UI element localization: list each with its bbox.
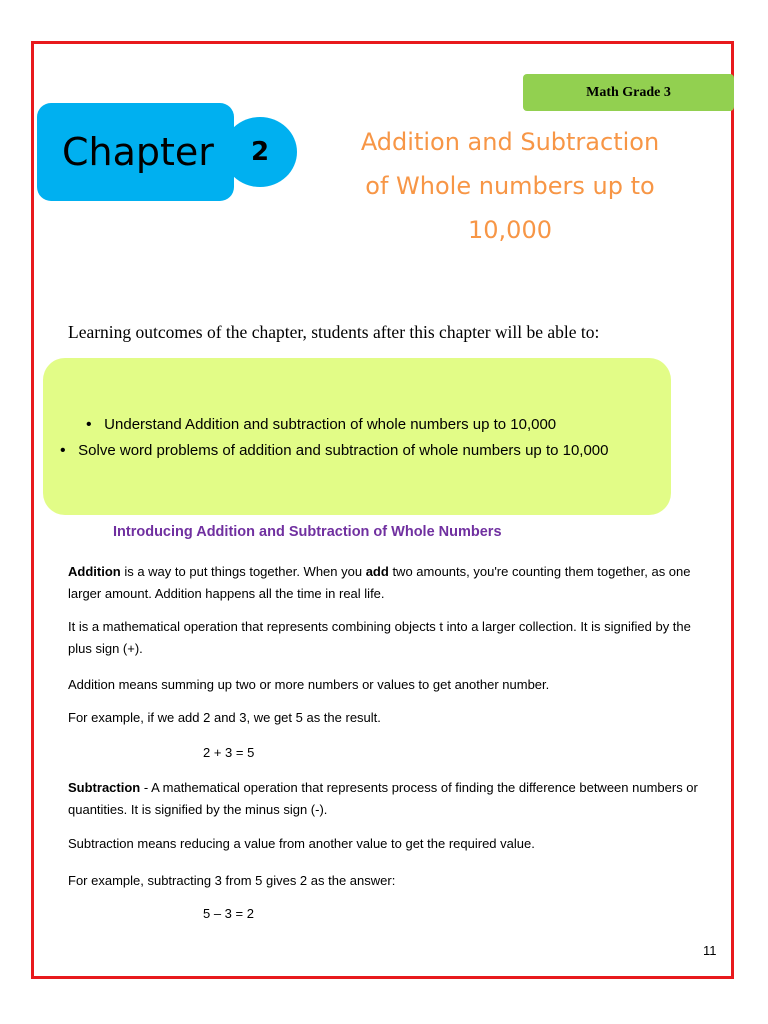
bullet-icon: • (60, 442, 66, 459)
learning-outcomes-intro: Learning outcomes of the chapter, students after this chapter will be able to: (68, 322, 600, 342)
bullet-icon: • (86, 416, 92, 433)
chapter-title-line-2: of Whole numbers up to (365, 172, 655, 200)
learning-outcomes-list (43, 412, 671, 464)
addition-text-a: is a way to put things together. When you (120, 564, 366, 579)
chapter-label-box (37, 103, 234, 201)
learning-outcomes-box (43, 358, 671, 515)
chapter-title-line-3: 10,000 (468, 216, 552, 244)
addition-paragraph-3: Addition means summing up two or more numbers or values to get another number. (68, 677, 550, 692)
addition-equation: 2 + 3 = 5 (203, 745, 255, 760)
grade-tag: Math Grade 3 (523, 74, 734, 111)
chapter-title (340, 120, 680, 252)
subtraction-paragraph-3: For example, subtracting 3 from 5 gives 2 as the answer: (68, 873, 396, 888)
addition-text-b: two amounts, you're counting them together, as one larger amount. Addition happens all the time in real life. (68, 564, 691, 601)
chapter-number-badge (223, 117, 297, 187)
chapter-number: 2 (250, 137, 270, 167)
addition-paragraph-1 (68, 561, 718, 605)
subtraction-equation: 5 – 3 = 2 (203, 906, 254, 921)
learning-outcome-item (43, 412, 671, 438)
subtraction-term: Subtraction (68, 780, 141, 795)
addition-term: Addition (68, 564, 121, 579)
learning-outcome-item (43, 438, 671, 464)
section-heading: Introducing Addition and Subtraction of Whole Numbers (113, 524, 502, 540)
learning-outcome-text: Solve word problems of addition and subtraction of whole numbers up to 10,000 (78, 442, 609, 459)
subtraction-text: - A mathematical operation that represents process of finding the difference between numbers or quantities. It is signified by the minus sign (-). (68, 780, 698, 817)
learning-outcome-text: Understand Addition and subtraction of whole numbers up to 10,000 (104, 416, 557, 433)
chapter-title-line-1: Addition and Subtraction (360, 128, 660, 156)
addition-paragraph-2: It is a mathematical operation that represents combining objects t into a larger collection. It is signified by the plus sign (+). (68, 619, 691, 656)
chapter-label: Chapter (62, 130, 214, 174)
add-keyword: add (365, 564, 389, 579)
page-number: 11 (703, 943, 717, 958)
addition-paragraph-4: For example, if we add 2 and 3, we get 5 as the result. (68, 710, 381, 725)
subtraction-paragraph-2: Subtraction means reducing a value from another value to get the required value. (68, 836, 535, 851)
subtraction-paragraph-1 (68, 777, 718, 821)
